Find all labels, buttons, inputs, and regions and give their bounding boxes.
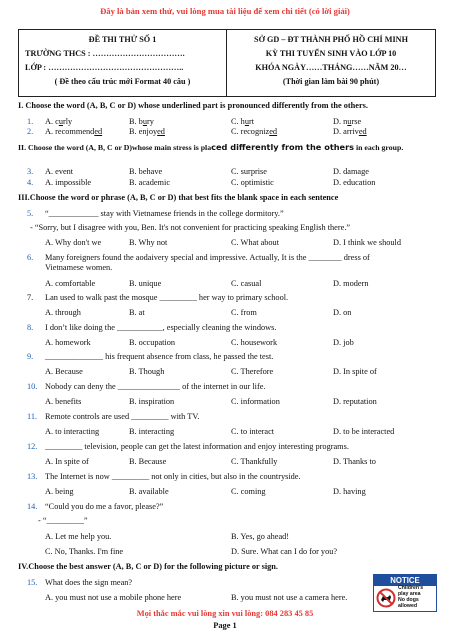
question-text: “____________ stay with Vietnamese friends in the college dormitory.” [45,209,284,218]
option-d[interactable]: D. on [333,308,352,317]
option-b[interactable]: B. behave [129,167,163,176]
option-a[interactable]: A. recommended [45,127,103,136]
option-a[interactable]: A. Let me help you. [45,532,112,541]
option-b[interactable]: B. academic [129,178,171,187]
option-a[interactable]: A. Why don't we [45,238,102,247]
option-c[interactable]: C. information [231,397,280,406]
option-d[interactable]: D. arrived [333,127,367,136]
exam-name: KỲ THI TUYỂN SINH VÀO LỚP 10 [265,49,397,58]
question-text: Lan used to walk past the mosque _________ her way to primary school. [45,293,289,302]
option-b[interactable]: B. Yes, go ahead! [231,532,290,541]
question-number: 12. [27,442,38,451]
option-b[interactable]: B. occupation [129,338,176,347]
option-c[interactable]: C. casual [231,279,262,288]
option-d[interactable]: D. education [333,178,376,187]
option-b[interactable]: B. available [129,487,169,496]
school-field: TRƯỜNG THCS : ……………………………. [25,49,185,58]
option-d[interactable]: D. to be interacted [333,427,395,436]
question-text: Nobody can deny the _______________ of the internet in our life. [45,382,266,391]
option-b[interactable]: B. bury [129,117,154,126]
option-c[interactable]: C. Therefore [231,367,274,376]
question-text: The Internet is now _________ not only in cities, but also in the countryside. [45,472,301,481]
option-a[interactable]: A. being [45,487,74,496]
option-b[interactable]: B. interacting [129,427,175,436]
time-allowed: (Thời gian làm bài 90 phút) [282,77,380,86]
question-number: 1. [27,117,34,126]
option-c[interactable]: C. surprise [231,167,267,176]
question-6-text-cont: Vietnamese women. [45,263,113,272]
section-3-heading: III.Choose the word or phrase (A, B, C or D) that best fits the blank space in each sentence [18,193,339,202]
question-number: 4. [27,178,34,187]
section-1-heading: I. Choose the word (A, B, C or D) whose underlined part is pronounced differently from the others. [18,101,368,110]
option-b[interactable]: B. unique [129,279,162,288]
option-c[interactable]: C. Thankfully [231,457,278,466]
option-b[interactable]: B. Though [129,367,165,376]
option-a[interactable]: A. benefits [45,397,82,406]
option-b[interactable]: B. at [129,308,145,317]
question-number: 14. [27,502,38,511]
exam-date: KHÓA NGÀY……THÁNG……NĂM 20… [255,63,407,72]
option-a[interactable]: A. comfortable [45,279,96,288]
question-number: 2. [27,127,34,136]
question-text: I don’t like doing the ___________, especially cleaning the windows. [45,323,277,332]
sign-text: Children's play area No dogs allowed [398,585,424,609]
option-d[interactable]: D. job [333,338,354,347]
option-a[interactable]: A. Because [45,367,83,376]
page-number: Page 1 [213,621,237,630]
question-5-reply: - “Sorry, but I disagree with you, Ben. It's not convenient for practicing speaking English there.” [30,223,351,232]
department-name: SỞ GD – ĐT THÀNH PHỐ HỒ CHÍ MINH [254,35,408,44]
no-dogs-icon [376,588,396,608]
section-4-heading: IV.Choose the best answer (A, B, C or D) for the following picture or sign. [18,562,278,571]
question-number: 11. [27,412,38,421]
question-number: 7. [27,293,34,302]
option-c[interactable]: C. coming [231,487,266,496]
question-number: 9. [27,352,34,361]
option-a[interactable]: A. curly [45,117,73,126]
section-2-heading: II. Choose the word (A, B, C or D)whose main stress is placed differently from the others in each group. [18,142,404,152]
question-number: 10. [27,382,38,391]
option-d[interactable]: D. Thanks to [333,457,376,466]
option-b[interactable]: B. Why not [129,238,168,247]
option-d[interactable]: D. Sure. What can I do for you? [231,547,338,556]
exam-title: ĐỀ THI THỬ SỐ 1 [88,35,157,44]
question-text: _________ television, people can get the latest information and enjoy interesting programs. [45,442,349,451]
option-a[interactable]: A. In spite of [45,457,89,466]
option-c[interactable]: C. recognized [231,127,278,136]
option-d[interactable]: D. In spite of [333,367,377,376]
option-a[interactable]: A. homework [45,338,91,347]
option-a[interactable]: A. you must not use a mobile phone here [45,593,182,602]
question-text: What does the sign mean? [45,578,133,587]
question-number: 8. [27,323,34,332]
option-b[interactable]: B. enjoyed [129,127,165,136]
option-c[interactable]: C. No, Thanks. I'm fine [45,547,124,556]
class-field: LỚP : ………………………………………….. [25,63,184,72]
question-text: Many foreigners found the aodaivery special and impressive. Actually, It is the ________ dress of [45,253,370,262]
format-note: ( Đề theo cấu trúc mới Format 40 câu ) [54,77,191,86]
option-b[interactable]: B. Because [129,457,167,466]
option-d[interactable]: D. I think we should [333,238,401,247]
option-d[interactable]: D. reputation [333,397,377,406]
option-d[interactable]: D. nurse [333,117,362,126]
question-text: ______________ his frequent absence from class, he passed the test. [45,352,274,361]
option-a[interactable]: A. event [45,167,74,176]
header-right [227,30,435,96]
question-text: Remote controls are used _________ with TV. [45,412,200,421]
question-text: “Could you do me a favor, please?” [45,502,164,511]
option-a[interactable]: A. impossible [45,178,92,187]
exam-header [18,29,436,97]
question-number: 3. [27,167,34,176]
option-c[interactable]: C. What about [231,238,280,247]
option-d[interactable]: D. having [333,487,366,496]
option-a[interactable]: A. to interacting [45,427,100,436]
option-c[interactable]: C. optimistic [231,178,274,187]
question-number: 15. [27,578,38,587]
option-d[interactable]: D. damage [333,167,369,176]
question-number: 5. [27,209,34,218]
option-b[interactable]: B. you must not use a camera here. [231,593,348,602]
option-a[interactable]: A. through [45,308,81,317]
header-left [19,30,227,96]
option-c[interactable]: C. hurt [231,117,255,126]
question-number: 13. [27,472,38,481]
preview-banner: Đây là bản xem thử, vui lòng mua tài liệu để xem chi tiết (có lời giải) [100,6,350,16]
sign-title: NOTICE [374,575,436,586]
option-d[interactable]: D. modern [333,279,369,288]
notice-sign [373,574,437,612]
option-c[interactable]: C. housework [231,338,278,347]
question-number: 6. [27,253,34,262]
option-c[interactable]: C. from [231,308,257,317]
option-c[interactable]: C. to interact [231,427,275,436]
contact-footer: Mọi thắc mắc vui lòng xin vui lòng: 084 283 45 85 [136,609,314,618]
option-b[interactable]: B. inspiration [129,397,175,406]
question-14-reply: - “_________” [38,516,88,525]
